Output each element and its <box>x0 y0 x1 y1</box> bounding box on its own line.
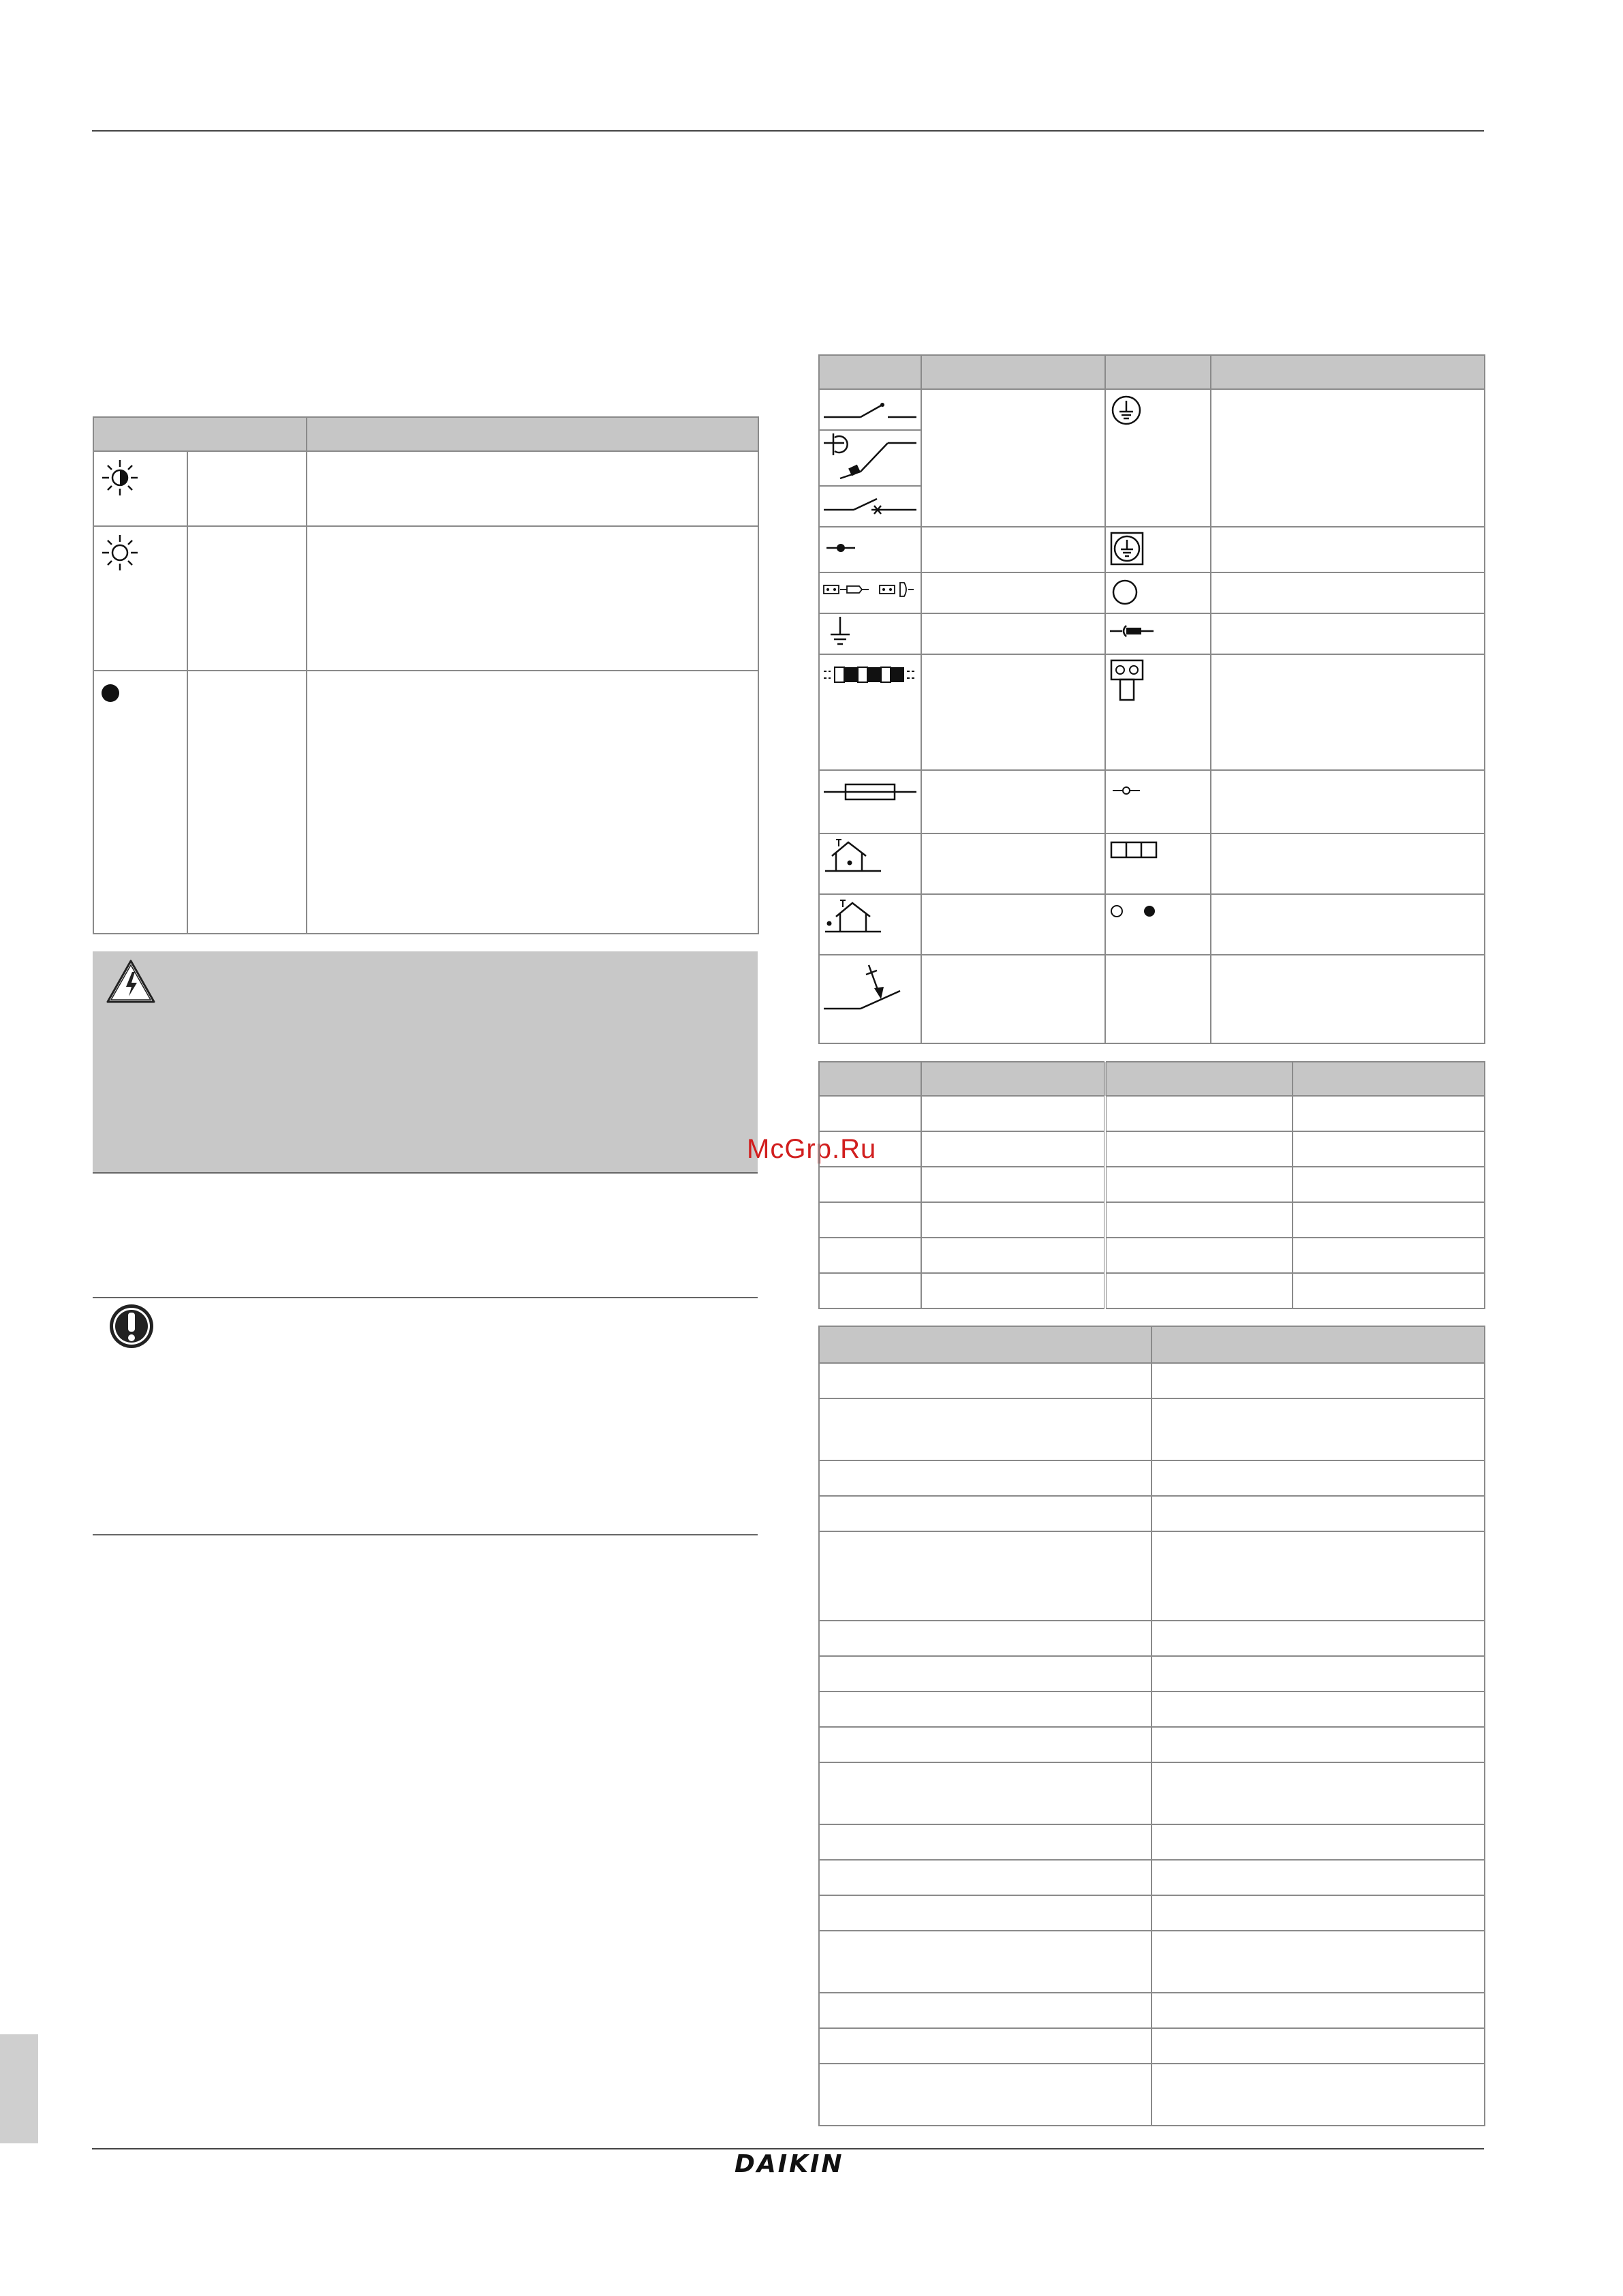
table-row <box>819 1496 1485 1531</box>
table-header-row <box>819 1062 1485 1096</box>
table-row <box>819 1692 1485 1727</box>
table-row <box>819 654 1485 770</box>
color-code-table <box>818 1061 1485 1309</box>
notice-bottom-rule <box>93 1534 758 1535</box>
table-row <box>93 526 758 671</box>
pressure-switch-icon <box>820 431 921 485</box>
table-row <box>819 572 1485 613</box>
table-row <box>819 613 1485 654</box>
table-row <box>819 2064 1485 2126</box>
open-closed-circles-icon <box>1109 898 1177 925</box>
table-row <box>819 955 1485 1043</box>
table-row <box>819 1460 1485 1496</box>
table-row <box>819 1202 1485 1238</box>
table-row <box>819 1531 1485 1621</box>
fuse-icon <box>820 775 921 809</box>
table-row <box>819 1762 1485 1824</box>
table-row <box>819 389 1485 527</box>
terminal-block-icon <box>1109 658 1149 705</box>
table-row <box>819 1931 1485 1993</box>
wiring-symbol-table <box>818 354 1485 1044</box>
table-row <box>819 833 1485 894</box>
table-header-row <box>93 417 758 451</box>
table-row <box>819 1860 1485 1895</box>
warning-bottom-rule <box>93 1172 758 1174</box>
electrical-hazard-icon <box>104 957 158 1006</box>
header-rule <box>92 130 1484 132</box>
table-row <box>819 770 1485 833</box>
multi-terminal-icon <box>1109 837 1163 864</box>
led-status-table <box>93 416 759 934</box>
table-row <box>819 1273 1485 1308</box>
table-row <box>819 1167 1485 1202</box>
table-row <box>819 1131 1485 1167</box>
table-row <box>819 1621 1485 1656</box>
table-row <box>819 1096 1485 1131</box>
noiseless-earth-icon <box>1109 530 1147 568</box>
relay-connector-icon <box>1106 614 1167 648</box>
led-blinking-icon <box>99 457 140 498</box>
footer-rule <box>92 2148 1484 2149</box>
table-row <box>819 1238 1485 1273</box>
ferrite-core-icon <box>820 658 921 692</box>
table-header-row <box>819 355 1485 389</box>
daikin-logo: DAIKIN <box>735 2150 844 2178</box>
side-tab <box>0 2034 38 2143</box>
led-off-icon <box>97 679 124 707</box>
protective-earth-icon <box>1109 393 1144 428</box>
table-row <box>819 894 1485 955</box>
exclamation-icon <box>107 1302 156 1351</box>
thermistor-icon <box>820 960 921 1021</box>
table-header-row <box>819 1326 1485 1363</box>
breaker-switch-icon <box>820 487 921 526</box>
switch-icon <box>820 390 921 429</box>
indoor-unit-icon <box>822 836 891 876</box>
table-row <box>819 1895 1485 1931</box>
electrical-warning-box <box>93 951 758 1173</box>
table-row <box>819 1363 1485 1398</box>
table-row <box>819 1656 1485 1692</box>
circle-icon <box>1109 575 1144 610</box>
table-row <box>819 1727 1485 1762</box>
table-row <box>819 1993 1485 2028</box>
table-row <box>93 671 758 934</box>
connection-icon <box>822 527 863 568</box>
watermark: McGrp.Ru <box>747 1134 877 1164</box>
table-row <box>819 527 1485 572</box>
table-row <box>819 1824 1485 1860</box>
abbreviation-table <box>818 1326 1485 2126</box>
led-on-icon <box>99 532 140 573</box>
connector-icon <box>820 573 921 607</box>
table-row <box>819 1398 1485 1460</box>
outdoor-unit-icon <box>822 896 891 937</box>
terminal-icon <box>1109 774 1149 808</box>
table-row <box>93 451 758 526</box>
notice-top-rule <box>93 1297 758 1298</box>
earth-icon <box>822 614 863 652</box>
table-row <box>819 2028 1485 2064</box>
